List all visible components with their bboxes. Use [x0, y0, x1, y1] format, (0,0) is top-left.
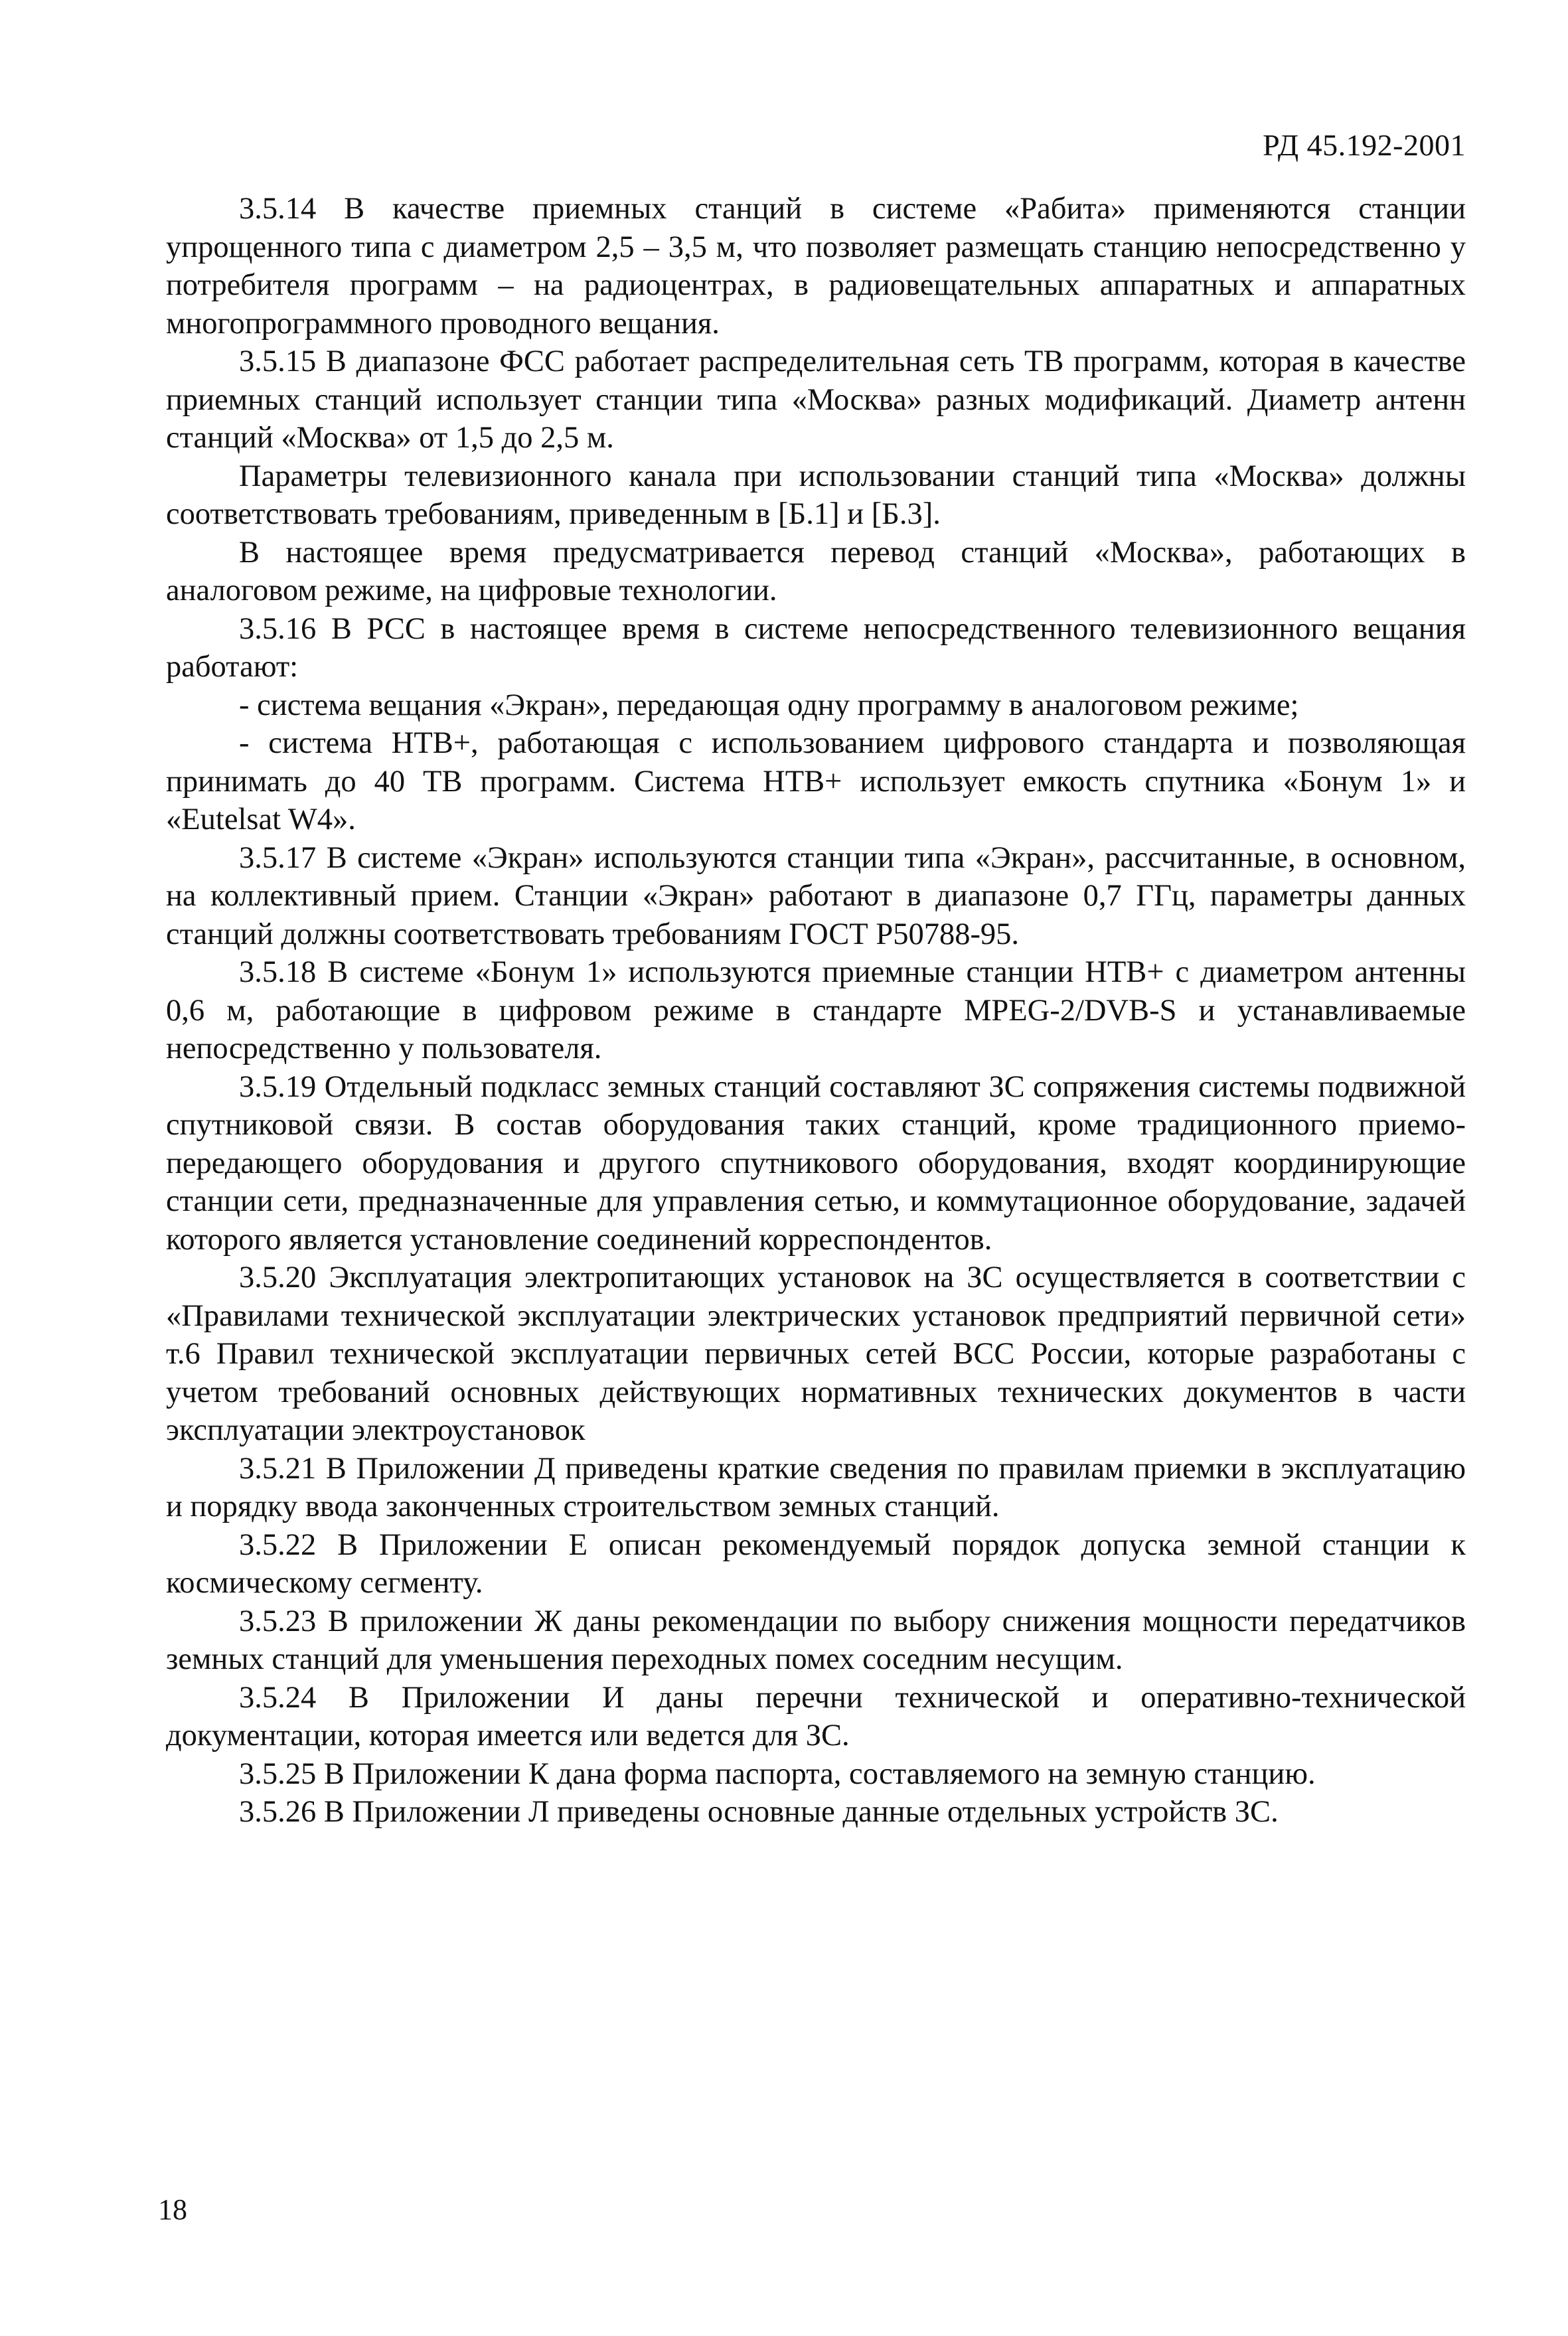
document-body [166, 190, 1466, 1831]
paragraph-3-5-14: 3.5.14 В качестве приемных станций в системе «Рабита» применяются станции упрощенного типа с диаметром 2,5 – 3,5 м, что позволяет размещать станцию непосредственно у потребителя программ – на радиоцентрах, в радиовещательных аппаратных и аппаратных многопрограммного проводного вещания. [166, 192, 1466, 341]
paragraph-3-5-16: 3.5.16 В РСС в настоящее время в системе непосредственного телевизионного вещания работают: [166, 611, 1466, 684]
paragraph-3-5-19: 3.5.19 Отдельный подкласс земных станций составляют ЗС сопряжения системы подвижной спутниковой связи. В состав оборудования таких станций, кроме традиционного приемо-передающего оборудования и другого спутникового оборудования, входят координирующие станции сети, предназначенные для управления сетью, и коммутационное оборудование, задачей которого является установление соединений корреспондентов. [166, 1069, 1466, 1257]
paragraph-3-5-18: 3.5.18 В системе «Бонум 1» используются приемные станции НТВ+ с диаметром антенны 0,6 м, работающие в цифровом режиме в стандарте MPEG-2/DVB-S и устанавливаемые непосредственно у пользователя. [166, 955, 1466, 1065]
paragraph-3-5-24: 3.5.24 В Приложении И даны перечни технической и оперативно-технической документации, которая имеется или ведется для ЗС. [166, 1680, 1466, 1752]
list-item-ntv-system: - система НТВ+, работающая с использованием цифрового стандарта и позволяющая принимать до 40 ТВ программ. Система НТВ+ использует емкость спутника «Бонум 1» и «Eutelsat W4». [166, 726, 1466, 836]
paragraph-moskva-parameters: Параметры телевизионного канала при использовании станций типа «Москва» должны соответствовать требованиям, приведенным в [Б.1] и [Б.3]. [166, 459, 1466, 531]
paragraph-moskva-digital: В настоящее время предусматривается перевод станций «Москва», работающих в аналоговом режиме, на цифровые технологии. [166, 535, 1466, 607]
paragraph-3-5-15: 3.5.15 В диапазоне ФСС работает распределительная сеть ТВ программ, которая в качестве приемных станций использует станции типа «Москва» разных модификаций. Диаметр антенн станций «Москва» от 1,5 до 2,5 м. [166, 345, 1466, 455]
paragraph-3-5-17: 3.5.17 В системе «Экран» используются станции типа «Экран», рассчитанные, в основном, на коллективный прием. Станции «Экран» работают в диапазоне 0,7 ГГц, параметры данных станций должны соответствовать требованиям ГОСТ Р50788-95. [166, 840, 1466, 951]
list-item-ekran-system: - система вещания «Экран», передающая одну программу в аналоговом режиме; [239, 688, 1299, 722]
document-code-header: РД 45.192-2001 [1263, 128, 1466, 162]
paragraph-3-5-26: 3.5.26 В Приложении Л приведены основные данные отдельных устройств ЗС. [239, 1795, 1279, 1829]
paragraph-3-5-20: 3.5.20 Эксплуатация электропитающих установок на ЗС осуществляется в соответствии с «Правилами технической эксплуатации электрических установок предприятий первичной сети» т.6 Правил технической эксплуатации первичных сетей ВСС России, которые разработаны с учетом требований основных действующих нормативных технических документов в части эксплуатации электроустановок [166, 1261, 1466, 1447]
paragraph-3-5-25: 3.5.25 В Приложении К дана форма паспорта, составляемого на земную станцию. [239, 1756, 1316, 1791]
paragraph-3-5-21: 3.5.21 В Приложении Д приведены краткие сведения по правилам приемки в эксплуатацию и порядку ввода законченных строительством земных станций. [166, 1451, 1466, 1523]
paragraph-3-5-23: 3.5.23 В приложении Ж даны рекомендации по выбору снижения мощности передатчиков земных станций для уменьшения переходных помех соседним несущим. [166, 1604, 1466, 1676]
paragraph-3-5-22: 3.5.22 В Приложении Е описан рекомендуемый порядок допуска земной станции к космическому сегменту. [166, 1527, 1466, 1600]
page-number: 18 [158, 2193, 187, 2226]
